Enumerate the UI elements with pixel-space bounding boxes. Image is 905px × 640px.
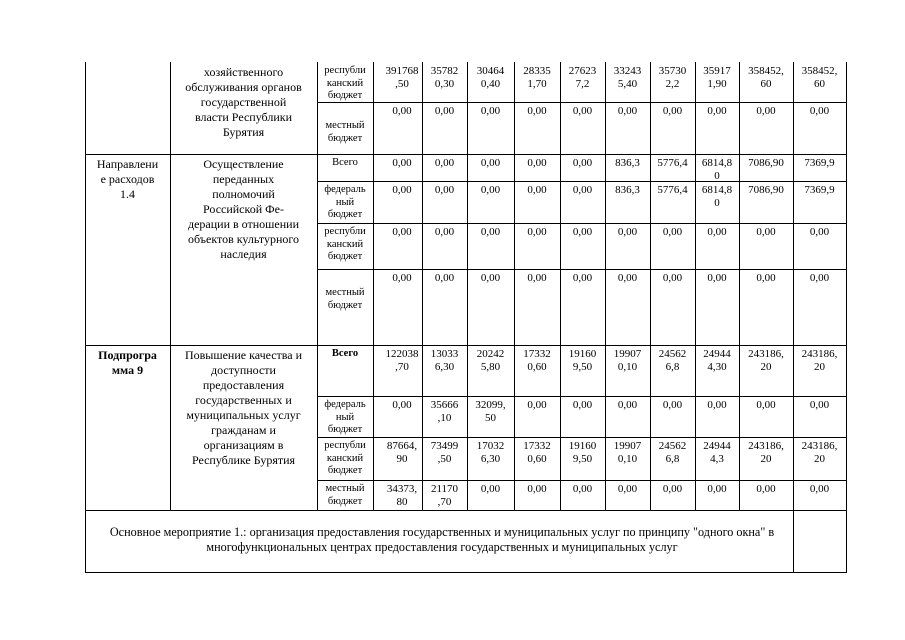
amount-cell: 24944 4,30	[703, 348, 731, 373]
amount-cell: 0,00	[480, 226, 501, 238]
amount-cell: 0,00	[809, 399, 830, 411]
main-activity-footer-text: Основное мероприятие 1.: организация предоставления государственных и муниципальных услуг по принципу "одного окна" в многофункциональных центрах предоставления государственных и муниципальных услуг	[109, 525, 775, 554]
amount-cell: 243186, 20	[801, 440, 838, 465]
amount-cell: 34373, 80	[386, 483, 418, 508]
amount-cell: 0,00	[527, 157, 547, 169]
amount-cell: 0,00	[392, 157, 412, 169]
funding-source: местный бюджет	[325, 483, 365, 507]
row-line-sub	[317, 269, 847, 270]
amount-cell: 0,00	[707, 105, 727, 117]
amount-cell: 0,00	[527, 105, 547, 117]
amount-cell: 35917 1,90	[703, 65, 731, 90]
funding-source: республи канский бюджет	[324, 440, 366, 476]
amount-cell: 0,00	[527, 184, 547, 196]
border-right	[846, 62, 847, 573]
amount-cell: 0,00	[527, 226, 547, 238]
amount-cell: 0,00	[392, 226, 412, 238]
amount-cell: 0,00	[662, 105, 683, 117]
amount-cell: 358452, 60	[801, 65, 838, 90]
amount-cell: 0,00	[572, 105, 593, 117]
row-code: Направлени е расходов 1.4	[96, 157, 159, 201]
amount-cell: 20242 5,80	[476, 348, 505, 373]
amount-cell: 0,00	[756, 399, 776, 411]
amount-cell: 0,00	[662, 399, 683, 411]
amount-cell: 35666 ,10	[430, 399, 459, 424]
row-name: Повышение качества и доступности предоставления государственных и муниципальных услуг гражданам и организациям в Республике Бурятия	[184, 348, 303, 467]
funding-source: местный бюджет	[325, 120, 365, 144]
amount-cell: 0,00	[392, 105, 412, 117]
row-line-sub	[317, 437, 847, 438]
amount-cell: 0,00	[756, 272, 776, 284]
amount-cell: 0,00	[756, 226, 776, 238]
amount-cell: 0,00	[662, 226, 683, 238]
amount-cell: 0,00	[480, 157, 501, 169]
border-bottom	[85, 572, 847, 573]
amount-cell: 87664, 90	[386, 440, 418, 465]
funding-source: Всего	[331, 348, 359, 359]
amount-cell: 0,00	[480, 105, 501, 117]
row-code: Подпрогра мма 9	[98, 348, 157, 377]
amount-cell: 0,00	[572, 184, 593, 196]
amount-cell: 7086,90	[748, 157, 784, 169]
amount-cell: 243186, 20	[748, 348, 784, 373]
amount-cell: 0,00	[434, 157, 455, 169]
amount-cell: 6814,8 0	[701, 184, 733, 209]
amount-cell: 0,00	[572, 226, 593, 238]
row-line-sub	[317, 223, 847, 224]
amount-cell: 122038 ,70	[385, 348, 419, 373]
amount-cell: 17332 0,60	[523, 440, 551, 465]
row-line-name-3	[170, 510, 318, 511]
row-name: хозяйственного обслуживания органов государственной власти Республики Бурятия	[185, 65, 302, 139]
amount-cell: 21170 ,70	[430, 483, 459, 508]
amount-cell: 0,00	[707, 399, 727, 411]
amount-cell: 6814,8 0	[701, 157, 733, 182]
amount-cell: 33243 5,40	[613, 65, 642, 90]
amount-cell: 0,00	[527, 399, 547, 411]
row-line-sub	[317, 396, 847, 397]
amount-cell: 836,3	[615, 184, 640, 196]
amount-cell: 0,00	[617, 272, 638, 284]
amount-cell: 13033 6,30	[430, 348, 459, 373]
amount-cell: 0,00	[617, 483, 638, 495]
amount-cell: 32099, 50	[475, 399, 506, 424]
amount-cell: 7369,9	[804, 184, 835, 196]
funding-source: Всего	[332, 157, 358, 168]
amount-cell: 0,00	[572, 399, 593, 411]
amount-cell: 35782 0,30	[430, 65, 459, 90]
funding-source: республи канский бюджет	[324, 65, 366, 101]
amount-cell: 243186, 20	[801, 348, 838, 373]
amount-cell: 0,00	[809, 483, 830, 495]
col-line-name	[317, 62, 318, 511]
amount-cell: 358452, 60	[748, 65, 784, 90]
amount-cell: 836,3	[615, 157, 640, 169]
amount-cell: 0,00	[434, 272, 455, 284]
funding-source: федераль ный бюджет	[324, 184, 366, 220]
row-line-sub	[317, 102, 847, 103]
row-line-name-1	[170, 154, 318, 155]
amount-cell: 0,00	[480, 272, 501, 284]
footer-col-line	[793, 510, 794, 573]
row-line-group-2	[85, 345, 171, 346]
amount-cell: 19907 0,10	[613, 348, 642, 373]
amount-cell: 27623 7,2	[568, 65, 597, 90]
amount-cell: 0,00	[572, 483, 593, 495]
amount-cell: 0,00	[434, 105, 455, 117]
amount-cell: 0,00	[480, 483, 501, 495]
amount-cell: 17032 6,30	[476, 440, 505, 465]
row-line-sub	[317, 154, 847, 155]
amount-cell: 0,00	[480, 184, 501, 196]
amount-cell: 0,00	[572, 157, 593, 169]
amount-cell: 5776,4	[657, 184, 688, 196]
amount-cell: 0,00	[809, 272, 830, 284]
amount-cell: 7086,90	[748, 184, 784, 196]
col-line-code	[170, 62, 171, 511]
amount-cell: 0,00	[756, 105, 776, 117]
funding-source: республи канский бюджет	[324, 226, 366, 262]
funding-source: местный бюджет	[325, 287, 365, 311]
row-line-sub	[317, 510, 847, 511]
amount-cell: 0,00	[707, 272, 727, 284]
row-line-group-3	[85, 510, 171, 511]
row-name: Осуществление переданных полномочий Российской Фе- дерации в отношении объектов культурного наследия	[187, 157, 300, 261]
amount-cell: 0,00	[617, 226, 638, 238]
amount-cell: 0,00	[434, 226, 455, 238]
amount-cell: 17332 0,60	[523, 348, 551, 373]
amount-cell: 5776,4	[657, 157, 688, 169]
amount-cell: 19907 0,10	[613, 440, 642, 465]
amount-cell: 24944 4,3	[703, 440, 731, 465]
amount-cell: 0,00	[527, 483, 547, 495]
border-left	[85, 62, 86, 573]
amount-cell: 0,00	[392, 399, 412, 411]
amount-cell: 243186, 20	[748, 440, 784, 465]
amount-cell: 0,00	[809, 226, 830, 238]
amount-cell: 0,00	[756, 483, 776, 495]
row-line-sub	[317, 345, 847, 346]
amount-cell: 0,00	[662, 272, 683, 284]
amount-cell: 0,00	[527, 272, 547, 284]
amount-cell: 19160 9,50	[568, 440, 597, 465]
amount-cell: 0,00	[662, 483, 683, 495]
amount-cell: 0,00	[809, 105, 830, 117]
amount-cell: 0,00	[572, 272, 593, 284]
amount-cell: 0,00	[707, 483, 727, 495]
amount-cell: 0,00	[617, 399, 638, 411]
amount-cell: 35730 2,2	[658, 65, 687, 90]
amount-cell: 24562 6,8	[658, 348, 687, 373]
row-line-group-1	[85, 154, 171, 155]
row-line-sub	[317, 480, 847, 481]
amount-cell: 28335 1,70	[523, 65, 551, 90]
funding-source: федераль ный бюджет	[324, 399, 366, 435]
amount-cell: 73499 ,50	[430, 440, 459, 465]
amount-cell: 30464 0,40	[476, 65, 505, 90]
amount-cell: 24562 6,8	[658, 440, 687, 465]
amount-cell: 0,00	[434, 184, 455, 196]
amount-cell: 7369,9	[804, 157, 835, 169]
col-line-fund	[373, 62, 374, 511]
amount-cell: 0,00	[707, 226, 727, 238]
amount-cell: 0,00	[617, 105, 638, 117]
amount-cell: 19160 9,50	[568, 348, 597, 373]
row-line-name-2	[170, 345, 318, 346]
amount-cell: 391768 ,50	[385, 65, 419, 90]
amount-cell: 0,00	[392, 272, 412, 284]
row-line-sub	[317, 181, 847, 182]
amount-cell: 0,00	[392, 184, 412, 196]
